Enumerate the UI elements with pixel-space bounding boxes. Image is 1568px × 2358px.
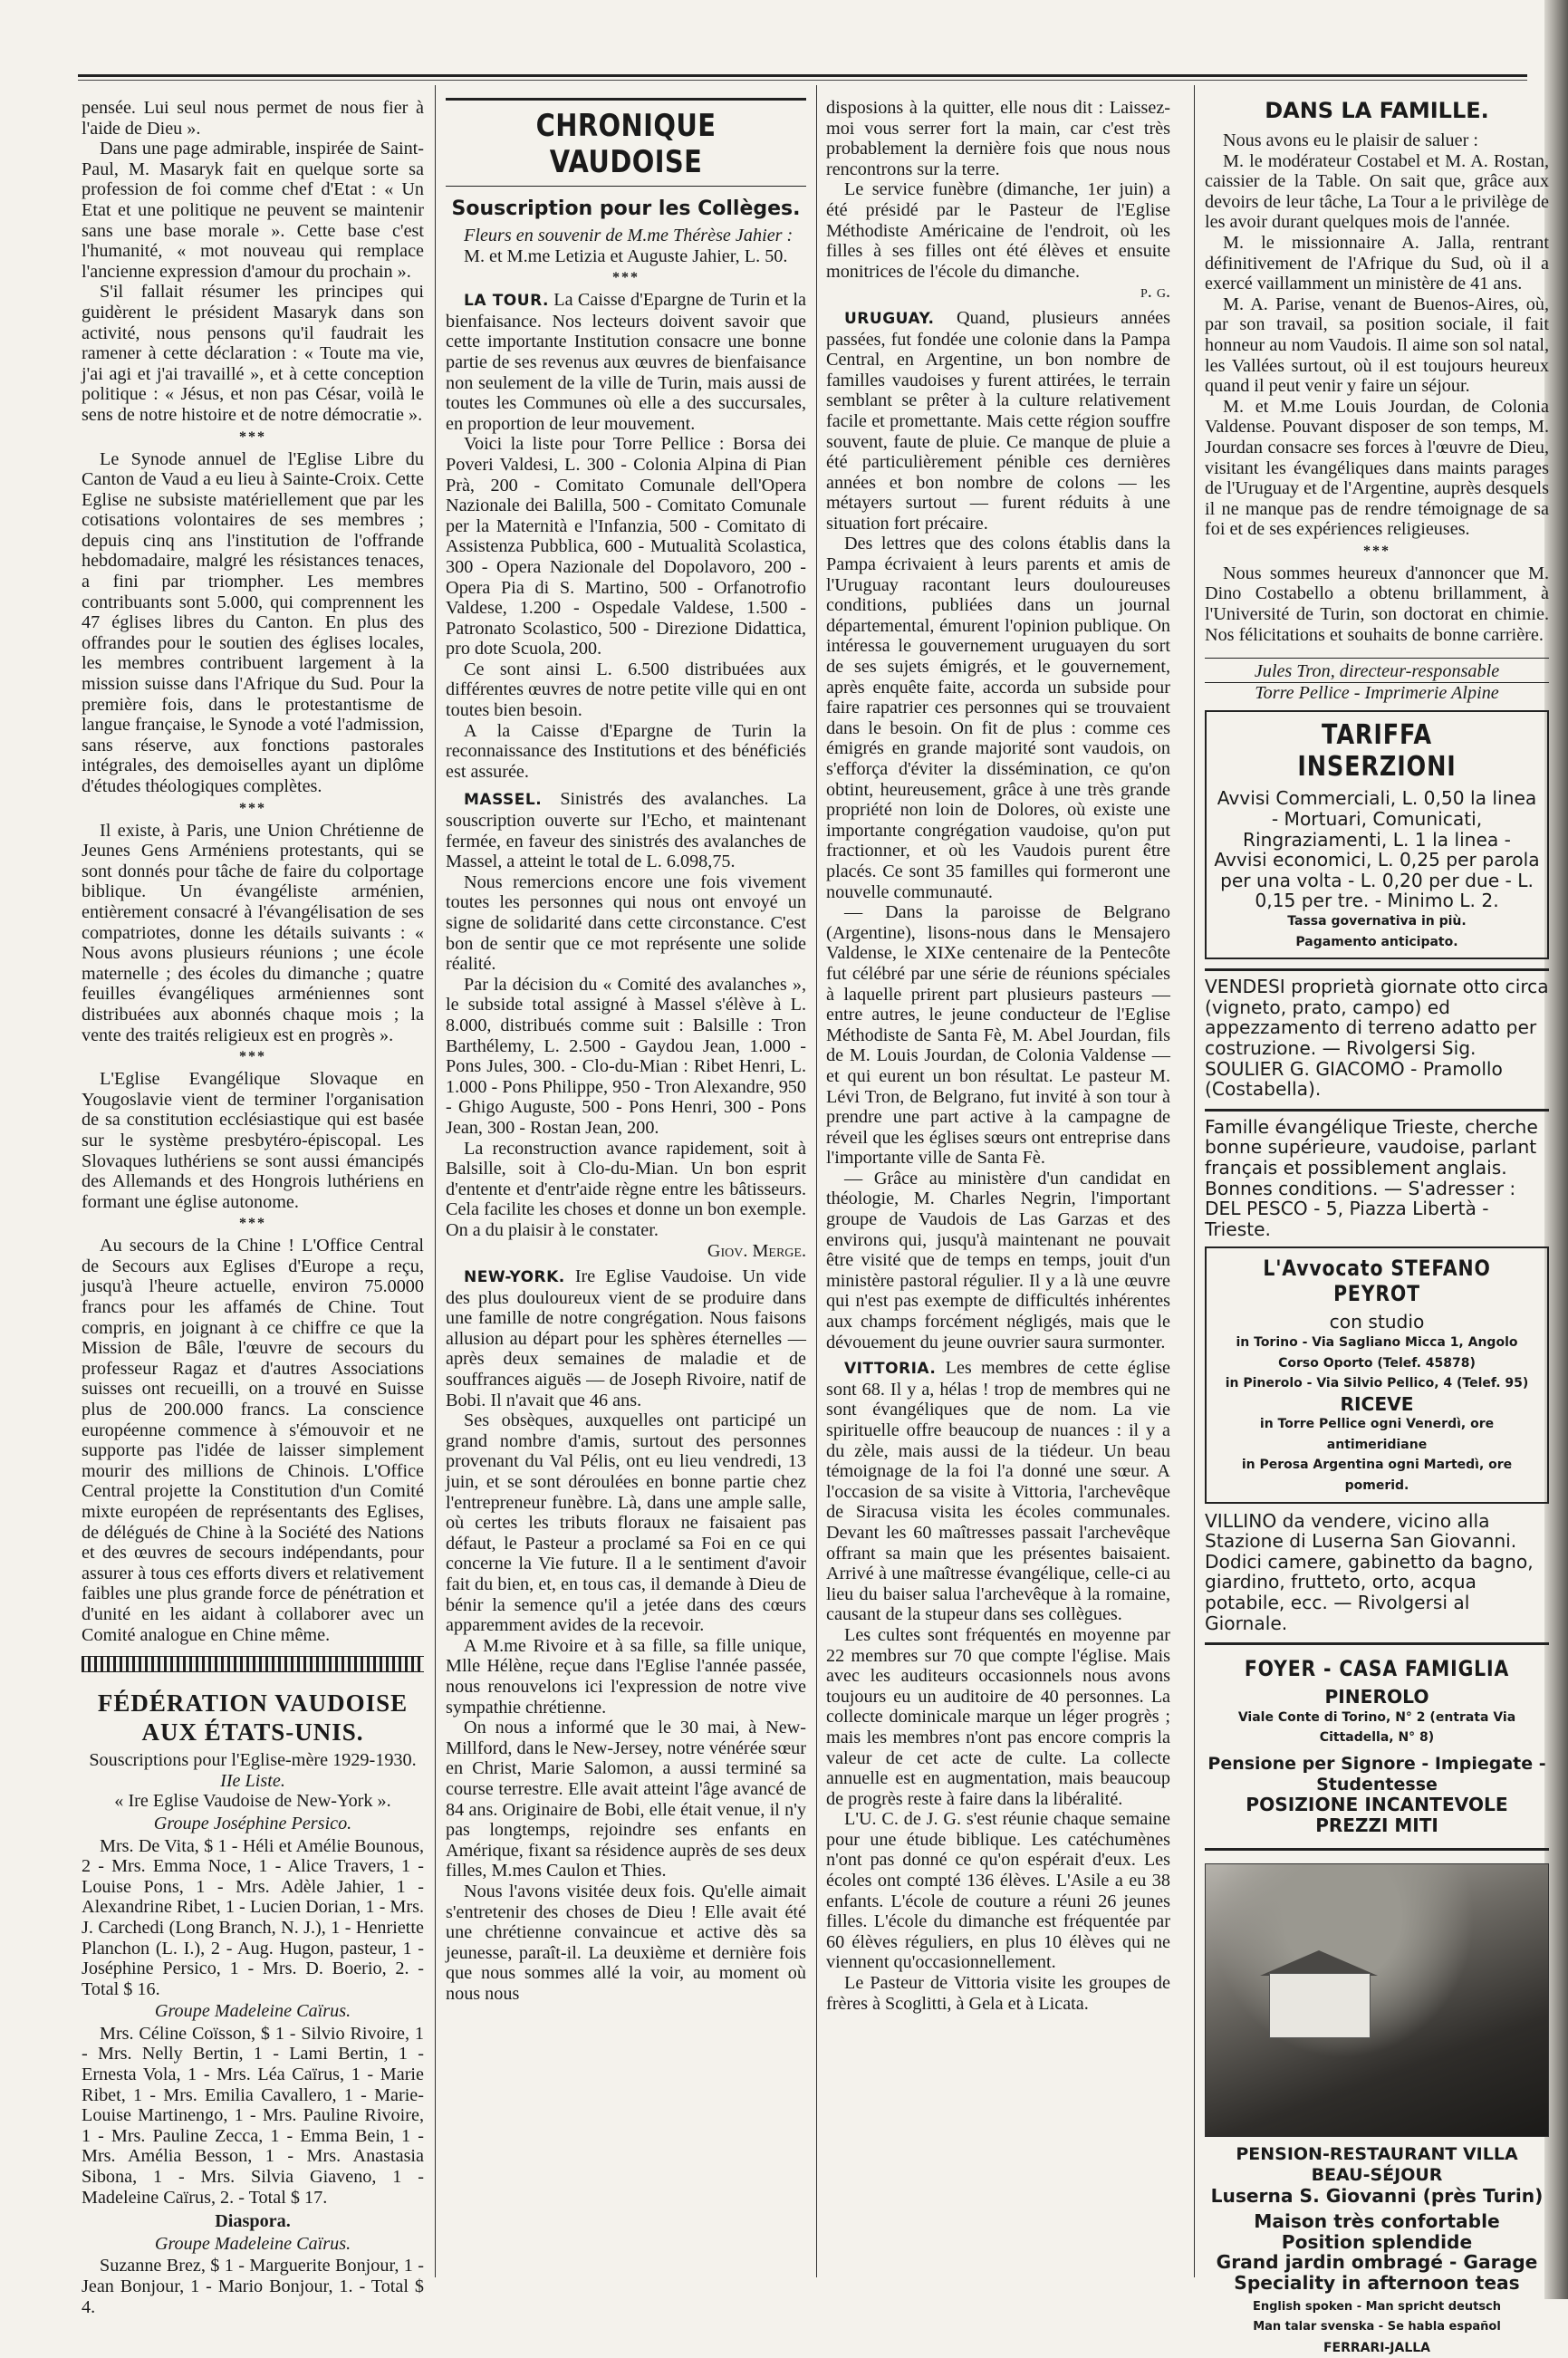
- article-paragraph: Le Synode annuel de l'Eglise Libre du Canton de Vaud a eu lieu à Sainte-Croix. Cette Eglise ne subsiste matériellement que par les cotisations volontaires de ses membres ; depuis cinq ans l'institution de l'offrande hebdomadaire, malgré les résistances tenaces, a fini par triompher. Les membres contribuants sont 5.000, qui comprennent les 47 églises libres du Canton. En plus des offrandes pour le soutien des églises locales, les membres contribuent largement à la mission suisse dans l'Afrique du Sud. Pour la première fois, dans le protestantisme de langue française, le Synode a voté l'admission, sans réserve, aux fonctions pastorales intégrales, des demoiselles ayant un diplôme d'études théologiques complètes.: [82, 448, 424, 796]
- article-paragraph: — Grâce au ministère d'un candidat en théologie, M. Charles Negrin, l'important groupe de Vaudois de Las Garzas et des environs qui, jusqu'à maintenant ne pouvait être visité que de temps en temps, jouit d'un ministère pastoral régulier. Il y a là une œuvre qui n'est pas exempte de difficultés inhérentes aux champs forcément négligés, mais que le dévouement du jeune ouvrier saura surmonter.: [826, 1168, 1170, 1352]
- column-4: [1205, 98, 1549, 2355]
- foyer-position: POSIZIONE INCANTEVOLE: [1246, 1794, 1508, 1816]
- article-paragraph: Nous l'avons visitée deux fois. Qu'elle aimait s'entretenir des choses de Dieu ! Elle avait été une chrétienne convaincue et active dès sa jeunesse, paraît-il. La deuxième et dernière fois que nous sommes allé la voir, au moment où nous nous: [446, 1881, 806, 2004]
- group-heading: Groupe Joséphine Persico.: [153, 1813, 352, 1833]
- article-paragraph: M. A. Parise, venant de Buenos-Aires, où, par son travail, sa position sociale, il fait honneur au nom Vaudois. Il aime son sol natal, les Vallées surtout, où il est toujours heureux quand il peut venir y faire un séjour.: [1205, 294, 1549, 397]
- chronique-header: [446, 98, 806, 187]
- article-paragraph: VITTORIA. Les membres de cette église sont 68. Il y a, hélas ! trop de membres qui ne sont évangéliques que de nom. La vie spirituelle offre beaucoup de nuances : il y a du zèle, mais aussi de la tiédeur. Un beau témoignage de la foi l'a donné une sœur. A l'occasion de sa visite à Vittoria, l'archevêque de Siracusa visita les écoles communales. Devant les 60 maîtresses passait l'archevêque offrant sa main que les présentes baisaient. Arrivé à une maîtresse évangélique, celle-ci au lieu du baiser salua l'archevêque à la romaine, causant de la stupeur dans ses collègues.: [826, 1358, 1170, 1625]
- foyer-prices: PREZZI MITI: [1315, 1814, 1438, 1836]
- place-keyword: NEW-YORK.: [464, 1268, 565, 1287]
- section-separator: ***: [239, 428, 266, 445]
- article-paragraph: Fleurs en souvenir de M.me Thérèse Jahier :: [464, 226, 794, 245]
- section-separator: ***: [612, 270, 640, 286]
- section-separator: ***: [239, 800, 266, 816]
- church-name: « Ire Eglise Vaudoise de New-York ».: [114, 1791, 391, 1812]
- section-separator: ***: [239, 1216, 266, 1232]
- villa-photo: [1205, 1863, 1549, 2137]
- article-paragraph: Il existe, à Paris, une Union Chrétienne de Jeunes Gens Arméniens protestants, qui se sont donnés pour tâche de faire du colportage biblique. Un évangéliste arménien, entièrement consacré à l'évangélisation de ses compatriotes, donne les détails suivants : « Nous avons plusieurs réunions ; une école maternelle ; des écoles du dimanche ; quatre feuilles évangéliques arméniennes sont distribuées aux abonnés chaque mois ; la vente des traités religieux est en progrès ».: [82, 820, 424, 1045]
- lawyer-torino: in Torino - Via Sagliano Micca 1, Angolo Corso Oporto (Telef. 45878): [1236, 1334, 1518, 1371]
- donor-list: Suzanne Brez, $ 1 - Marguerite Bonjour, 1 - Jean Bonjour, 1 - Mario Bonjour, 1. - Total $ 4.: [82, 2256, 424, 2317]
- federation-title: FÉDÉRATION VAUDOISE AUX ÉTATS-UNIS.: [97, 1689, 409, 1747]
- top-rule-thin: [78, 80, 1527, 81]
- article-paragraph: URUGUAY. Quand, plusieurs années passées, fut fondée une colonie dans la Pampa Central, en Argentine, un bon nombre de familles vaudoises y furent attirées, le terrain semblant se prêter à la culture relativement facile et promettante. Mais cette région souffre souvent, faute de pluie. Ce manque de pluie a été particulièrement pénible ces dernières années et bon nombre de colons — les métayers surtout — furent réduits à une situation fort précaire.: [826, 307, 1170, 534]
- article-paragraph: Nous avons eu le plaisir de saluer :: [1223, 130, 1478, 150]
- article-paragraph: — Dans la paroisse de Belgrano (Argentine), lisons-nous dans le Mensajero Valdense, le XIXe centenaire de la Pentecôte fut célébré par une série de réunions spéciales à laquelle prirent part plusieurs pasteurs — entre autres, le jeune conducteur de l'Eglise Méthodiste de Santa Fè, M. Abel Jourdan, fils de M. Louis Jourdan, de Colonia Valdense — et qui eurent un bon résultat. Le pasteur M. Lévi Tron, de Belgrano, fut invité à son tour à prendre une part active à la campagne de réveil que les églises sœurs ont entreprise dans l'importante ville de Santa Fè.: [826, 902, 1170, 1169]
- trieste-ad: Famille évangélique Trieste, cherche bonne supérieure, vaudoise, parlant français et possiblement anglais. Bonnes conditions. — S'adresser : DEL PESCO - 5, Piazza Libertà - Trieste.: [1205, 1115, 1538, 1240]
- article-paragraph: Ce sont ainsi L. 6.500 distribuées aux différentes œuvres de notre petite ville qui en ont toutes bien besoin.: [446, 659, 806, 721]
- article-paragraph: M. et M.me Letizia et Auguste Jahier, L. 50.: [464, 245, 788, 266]
- article-paragraph: Les cultes sont fréquentés en moyenne par 22 membres sur 70 que compte l'église. Mais avec les auditeurs occasionnels nous avons toujours eu un auditoire de 40 personnes. La collecte dominicale marque un léger progrès ; mais les membres n'ont pas encore compris la valeur de cet acte de culte. La collecte annuelle est en augmentation, mais beaucoup de progrès reste à faire dans la libéralité.: [826, 1624, 1170, 1809]
- ad-divider: [1205, 1642, 1549, 1645]
- donor-list: Mrs. Céline Coïsson, $ 1 - Silvio Rivoire, 1 - Mrs. Nelly Bertin, 1 - Lami Bertin, 1 - Ernesta Vola, 1 - Mrs. Léa Caïrus, 1 - Marie Ribet, 1 - Mrs. Emilia Cavallero, 1 - Marie-Louise Martinengo, 1 - Mrs. Pauline Rivoire, 1 - Mrs. Pauline Zecca, 1 - Emma Bein, 1 - Mrs. Amélia Besson, 1 - Mrs. Anastasia Sibona, 1 - Mrs. Silvia Giaveno, 1 - Madeleine Caïrus, 2. - Total $ 17.: [82, 2023, 424, 2208]
- group-heading: Groupe Madeleine Caïrus.: [154, 2001, 351, 2022]
- article-paragraph: M. le modérateur Costabel et M. A. Rostan, caissier de la Table. On sait que, grâce aux devoirs de leur tâche, La Tour a le privilège de les avoir durant quelques mois de l'année.: [1205, 150, 1549, 233]
- place-keyword: MASSEL.: [464, 791, 543, 810]
- imprint-director: Jules Tron, directeur-responsable: [1254, 661, 1500, 682]
- donor-list: Mrs. De Vita, $ 1 - Héli et Amélie Bounous, 2 - Mrs. Emma Noce, 1 - Alice Travers, 1 - Louise Pons, 1 - Mrs. Adèle Jahier, 1 - Alexandrine Ribet, 1 - Lucien Dorian, 1 - Mrs. J. Carchedi (Long Branch, N. J.), 1 - Henriette Planchon (L. I.), 2 - Aug. Hugon, pasteur, 1 - Joséphine Persico, 1 - Mrs. D. Boerio, 2. - Total $ 16.: [82, 1835, 424, 1999]
- article-paragraph: L'Eglise Evangélique Slovaque en Yougoslavie vient de terminer l'organisation de sa constitution ecclésiastique qui est basée sur le système presbytéro-épiscopal. Les Slovaques luthériens se sont aussi émancipés des Allemands et des Hongrois luthériens en formant une église autonome.: [82, 1069, 424, 1212]
- imprint-printer: Torre Pellice - Imprimerie Alpine: [1205, 682, 1549, 704]
- top-rule: [78, 74, 1527, 77]
- family-section-title: DANS LA FAMILLE.: [1265, 98, 1489, 123]
- lawyer-perosa: in Perosa Argentina ogni Martedì, ore pomerid.: [1241, 1458, 1513, 1494]
- villa-line: Speciality in afternoon teas: [1234, 2271, 1520, 2294]
- tariff-tax: Tassa governativa in più.: [1287, 914, 1467, 929]
- article-paragraph: MASSEL. Sinistrés des avalanches. La souscription ouverte sur l'Echo, et maintenant fermée, en faveur des sinistrés des avalanches de Massel, a atteint le total de L. 6.098,75.: [446, 789, 806, 872]
- column-divider: [816, 85, 817, 2277]
- ornamental-rule: [82, 1656, 424, 1672]
- article-paragraph: Nous remercions encore une fois vivement toutes les personnes qui nous ont envoyé un signe de solidarité dans cette circonstance. C'est bon de sentir que ce mot représente une solide réalité.: [446, 871, 806, 975]
- place-keyword: VITTORIA.: [844, 1360, 937, 1379]
- ad-divider: [1205, 1848, 1549, 1851]
- lawyer-pinerolo: in Pinerolo - Via Silvio Pellico, 4 (Telef. 95): [1225, 1376, 1529, 1391]
- article-paragraph: M. le missionnaire A. Jalla, rentrant définitivement de l'Afrique du Sud, où il a exercé vaillamment un ministère de 41 ans.: [1205, 232, 1549, 294]
- section-separator: ***: [1363, 543, 1390, 559]
- article-paragraph: Voici la liste pour Torre Pellice : Borsa dei Poveri Valdesi, L. 300 - Colonia Alpina di Pian Prà, 200 - Comitato Comunale dell'Opera Nazionale dei Balilla, 500 - Comitato Comunale per la Maternità e l'Infanzia, 500 - Comitato di Assistenza Pubblica, 600 - Mutualità Scolastica, 300 - Opera Nazionale del Dopolavoro, 200 - Opera Pia di S. Martino, 500 - Orfanotrofio Valdese, 1.200 - Ospedale Valdese, 1.500 - Patronato Scolastico, 500 - Direzione Didattica, pro dote Scuola, 200.: [446, 434, 806, 659]
- column-1: [82, 98, 425, 2317]
- foyer-pension: Pensione per Signore - Impiegate - Studentesse: [1207, 1754, 1546, 1795]
- villa-line: Man talar svenska - Se habla español: [1253, 2320, 1501, 2334]
- foyer-ad: [1205, 1651, 1549, 1839]
- article-paragraph: M. et M.me Louis Jourdan, de Colonia Valdense. Pouvant disposer de son temps, M. Jourdan consacre ses forces à l'œuvre de Dieu, visitant les évangéliques dans maints parages de l'Uruguay et de l'Argentine, auprès desquels il ne manque pas de rendre témoignage de sa foi et de ses expériences religieuses.: [1205, 396, 1549, 540]
- villa-title: PENSION-RESTAURANT VILLA BEAU-SÉJOUR: [1236, 2144, 1518, 2185]
- diaspora-heading: Diaspora.: [215, 2211, 291, 2232]
- villa-city: Luserna S. Giovanni (près Turin): [1210, 2184, 1544, 2207]
- section-title: CHRONIQUE VAUDOISE: [535, 108, 717, 180]
- article-paragraph: Au secours de la Chine ! L'Office Central de Secours aux Eglises d'Europe a reçu, jusqu'à l'heure actuelle, environ 75.0000 francs pour les affamés de Chine. Tout compris, en joignant à ce chiffre ce que la Mission de Bâle, l'œuvre de secours du professeur Ragaz et d'autres Associations suisses ont recueilli, on a trouvé en Suisse plus de 200.000 francs. La conscience européenne commence à s'émouvoir et ne supporte pas l'idée de laisser simplement mourir des millions de Chinois. L'Office Central projette la Constitution d'un Comité mixte européen de représentants des Eglises, de délégués de Chine à la Société des Nations et des œuvres de secours indépendants, pour assurer à tous ces efforts divers et relativement faibles une plus grande force de pénétration et d'unité en les aidant à collaborer avec un Comité analogue en Chine même.: [82, 1236, 425, 1645]
- section-separator: ***: [239, 1049, 266, 1065]
- tariff-ad: [1205, 710, 1549, 959]
- article-paragraph: pensée. Lui seul nous permet de nous fier à l'aide de Dieu ».: [82, 98, 424, 139]
- article-paragraph: Nous sommes heureux d'annoncer que M. Dino Costabello a obtenu brillamment, à l'Université de Turin, son doctorat en chimie. Nos félicitations et souhaits de bonne carrière.: [1205, 563, 1549, 645]
- ad-divider: [1205, 968, 1549, 971]
- article-paragraph: Le service funèbre (dimanche, 1er juin) a été présidé par le Pasteur de l'Eglise Méthodiste Américaine de l'endroit, où les filles à ses filles ont été élèves et ensuite monitrices de l'école du dimanche.: [826, 179, 1170, 282]
- article-paragraph: Des lettres que des colons établis dans la Pampa écrivaient à leurs parents et amis de l'Uruguay racontant leurs douloureuses conditions, publiées dans un journal départemental, émurent l'opinion publique. On intéressa le gouvernement uruguayen du sort de ses sujets émigrés, et le gouvernement, après enquête faite, accorda un subside pour faire rapatrier ces personnes qui se trouvaient dans le besoin. On fit de plus : comme ces émigrés en grande majorité sont vaudois, on s'efforça d'éviter la dissémination, ce qu'on obtint, heureusement, grâce à une très grande propriété non loin de Dolores, où existe une importante congrégation vaudoise, qu'on put fractionner, et où les Vaudois purent être placés. Ce sont 35 familles qui formeront une nouvelle communauté.: [826, 534, 1170, 902]
- article-paragraph: Dans une page admirable, inspirée de Saint-Paul, M. Masaryk fait en quelque sorte sa profession de foi comme chef d'Etat : « Un Etat et une politique ne peuvent se maintenir sans une base morale ». Cette base c'est l'humanité, « mot nouveau qui remplace l'ancienne expression d'amour du prochain ».: [82, 139, 424, 282]
- article-paragraph: S'il fallait résumer les principes qui guidèrent le président Masaryk dans son activité, nous pensons qu'il faudrait les ramener à cette déclaration : « Toute ma vie, j'ai agi et j'ai travaillé », et à cette conception politique : « Jésus, et non pas César, voilà le sens de notre histoire et de notre démocratie ».: [82, 282, 424, 425]
- tariff-text: Avvisi Commerciali, L. 0,50 la linea - Mortuari, Comunicati, Ringraziamenti, L. 1 la linea - Avvisi economici, L. 0,25 per parola per una volta - L. 0,20 per due - L. 0,15 per tre. - Minimo L. 2.: [1214, 787, 1540, 912]
- place-keyword: URUGUAY.: [844, 309, 935, 328]
- villa-owner: FERRARI-JALLA: [1323, 2340, 1431, 2355]
- foyer-city: PINEROLO: [1324, 1686, 1429, 1708]
- villa-line: Grand jardin ombragé - Garage: [1216, 2251, 1538, 2274]
- article-paragraph: Le Pasteur de Vittoria visite les groupes de frères à Scoglitti, à Gela et à Licata.: [826, 1973, 1170, 2014]
- column-divider: [435, 85, 436, 2277]
- foyer-address: Viale Conte di Torino, N° 2 (entrata Via Cittadella, N° 8): [1237, 1709, 1516, 1746]
- tariff-title: TARIFFA INSERZIONI: [1297, 719, 1457, 784]
- tariff-payment: Pagamento anticipato.: [1295, 934, 1458, 949]
- article-paragraph: Ses obsèques, auxquelles ont participé un grand nombre d'amis, surtout des personnes provenant du Val Pélis, ont eu lieu vendredi, 13 juin, et se sont déroulées en bonne partie chez l'entrepreneur funèbre. Là, dans une ample salle, où certes les tributs floraux ne faisaient pas défaut, le Pasteur a proclamé sa Foi en ce qui concerne la Vie future. Il a le sentiment d'avoir fait du bien, et, en tous cas, il demande à Dieu de bénir la semence qu'il a jetée dans des cœurs apparemment avides de la recevoir.: [446, 1410, 806, 1636]
- vendesi-ad: VENDESI proprietà giornate otto circa (vigneto, prato, campo) ed appezzamento di terreno adatto per costruzione. — Rivolgersi Sig. SOULIER G. GIACOMO - Pramollo (Costabella).: [1205, 976, 1549, 1101]
- article-paragraph: A la Caisse d'Epargne de Turin la reconnaissance des Institutions et des bénéficiés est assurée.: [446, 720, 806, 782]
- article-paragraph: Par la décision du « Comité des avalanches », le subside total assigné à Massel s'élève à L. 8.000, distribués comme suit : Balsille : Tron Barthélemy, L. 2.500 - Gaydou Jean, 1.000 - Pons Jules, 300. - Clo-du-Mian : Ribet Henri, L. 1.000 - Pons Philippe, 950 - Tron Alexandre, 950 - Ghigo Auguste, 500 - Pons Henri, 300 - Pons Jean, 300 - Rostan Jean, 200.: [446, 974, 806, 1138]
- article-paragraph: L'U. C. de J. G. s'est réunie chaque semaine pour une étude biblique. Les catéchumènes n'ont pas donné ce qu'on espérait d'eux. Les écoles ont compté 136 élèves. L'Asile a eu 38 enfants. L'école de couture a réuni 26 jeunes filles. L'école du dimanche est fréquentée par 60 élèves réguliers, en plus 10 élèves qui ne viennent qu'occasionnellement.: [826, 1809, 1170, 1973]
- ad-divider: [1205, 1109, 1549, 1112]
- lawyer-title: L'Avvocato STEFANO PEYROT: [1263, 1256, 1491, 1307]
- villa-line: Maison très confortable: [1254, 2210, 1500, 2233]
- signature: p. g.: [1140, 282, 1170, 303]
- article-paragraph: LA TOUR. La Caisse d'Epargne de Turin et la bienfaisance. Nos lecteurs doivent savoir que cette importante Institution consacre une bonne partie de ses revenus aux œuvres de bienfaisance non seulement de la ville de Turin, mais aussi de toutes les Communes où elle a des succursales, en proportion de leur mouvement.: [446, 290, 806, 434]
- list-label: IIe Liste.: [220, 1770, 285, 1791]
- villino-ad: VILLINO da vendere, vicino alla Stazione di Luserna San Giovanni. Dodici camere, gabinetto da bagno, giardino, frutteto, orto, acqua potabile, ecc. — Rivolgersi al Giornale.: [1205, 1509, 1534, 1634]
- villa-line: Position splendide: [1281, 2230, 1473, 2253]
- article-paragraph: La reconstruction avance rapidement, soit à Balsille, soit à Clo-du-Mian. Un bon esprit d'entente et d'entr'aide règne entre les bâtisseurs. Cela facilite les choses et donne un bon exemple. On a du plaisir à le constater.: [446, 1138, 806, 1240]
- group-heading: Groupe Madeleine Caïrus.: [154, 2233, 351, 2254]
- signature: Giov. Merge.: [707, 1240, 806, 1261]
- lawyer-sub: con studio: [1329, 1311, 1425, 1333]
- imprint: [1205, 658, 1549, 703]
- place-keyword: LA TOUR.: [464, 292, 549, 311]
- article-paragraph: disposions à la quitter, elle nous dit : Laissez-moi vous serrer fort la main, car c'est très probablement la dernière fois que nous nous rencontrons sur la terre.: [826, 98, 1170, 179]
- foyer-title: FOYER - CASA FAMIGLIA: [1244, 1656, 1510, 1682]
- article-paragraph: On nous a informé que le 30 mai, à New-Millford, dans le New-Jersey, notre vénérée sœur en Christ, Marie Salomon, a aussi terminé sa course terrestre. Elle avait atteint l'âge avancé de 84 ans. Originaire de Bobi, elle était venue, il n'y pas longtemps, rejoindre ses enfants en Amérique, fixant sa résidence auprès de ses deux filles, M.mes Caulon et Thies.: [446, 1718, 806, 1882]
- lawyer-torre: in Torre Pellice ogni Venerdì, ore antimeridiane: [1259, 1417, 1495, 1452]
- column-3: [826, 98, 1170, 2267]
- article-paragraph: NEW-YORK. Ire Eglise Vaudoise. Un vide des plus douloureux vient de se produire dans une famille de notre congrégation. Nous faisons allusion au départ pour les sphères éternelles — après deux semaines de maladie et de souffrances aiguës — de Joseph Rivoire, natif de Bobi. Il n'avait que 46 ans.: [446, 1266, 806, 1410]
- federation-subtitle: Souscriptions pour l'Eglise-mère 1929-1930.: [89, 1750, 417, 1771]
- lawyer-riceve: RICEVE: [1340, 1392, 1414, 1415]
- villa-line: English spoken - Man spricht deutsch: [1252, 2299, 1502, 2314]
- column-divider: [1194, 85, 1195, 2277]
- lawyer-ad: [1205, 1246, 1549, 1503]
- article-paragraph: A M.me Rivoire et à sa fille, sa fille unique, Mlle Hélène, reçue dans l'Eglise l'année passée, nous renouvelons ici l'expression de notre vive sympathie chrétienne.: [446, 1635, 806, 1718]
- column-2: [446, 98, 806, 2267]
- subsection-title: Souscription pour les Collèges.: [451, 197, 801, 220]
